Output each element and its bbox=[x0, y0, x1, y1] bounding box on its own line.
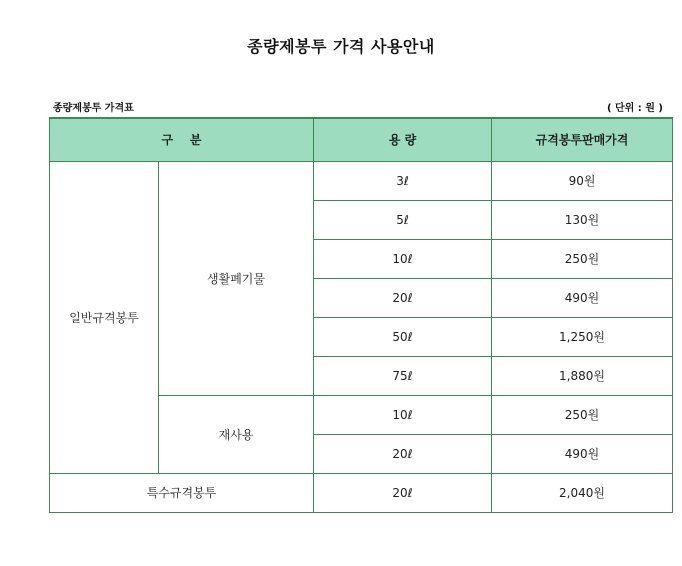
table-header-row bbox=[50, 118, 673, 161]
price-cell: 490원 bbox=[492, 278, 673, 317]
price-cell: 1,250원 bbox=[492, 317, 673, 356]
table-row bbox=[50, 161, 673, 200]
volume-cell: 75ℓ bbox=[314, 356, 492, 395]
volume-cell: 3ℓ bbox=[314, 161, 492, 200]
header-price: 규격봉투판매가격 bbox=[492, 118, 673, 161]
volume-cell: 20ℓ bbox=[314, 434, 492, 473]
household-waste-label: 생활폐기물 bbox=[159, 161, 314, 395]
reuse-label: 재사용 bbox=[159, 395, 314, 473]
volume-cell: 20ℓ bbox=[314, 278, 492, 317]
price-cell: 2,040원 bbox=[492, 473, 673, 512]
table-caption-row bbox=[53, 99, 663, 115]
page-title: 종량제봉투 가격 사용안내 bbox=[247, 37, 435, 56]
general-bag-label: 일반규격봉투 bbox=[50, 161, 159, 473]
price-cell: 1,880원 bbox=[492, 356, 673, 395]
volume-cell: 10ℓ bbox=[314, 395, 492, 434]
price-cell: 250원 bbox=[492, 395, 673, 434]
price-table bbox=[49, 117, 673, 513]
price-cell: 90원 bbox=[492, 161, 673, 200]
table-caption: 종량제봉투 가격표 bbox=[53, 103, 134, 114]
volume-cell: 10ℓ bbox=[314, 239, 492, 278]
volume-cell: 5ℓ bbox=[314, 200, 492, 239]
volume-cell: 20ℓ bbox=[314, 473, 492, 512]
volume-cell: 50ℓ bbox=[314, 317, 492, 356]
header-volume: 용 량 bbox=[314, 118, 492, 161]
header-category: 구 분 bbox=[50, 118, 314, 161]
price-cell: 250원 bbox=[492, 239, 673, 278]
table-row bbox=[50, 473, 673, 512]
special-bag-label: 특수규격봉투 bbox=[50, 473, 314, 512]
unit-label: ( 단위 : 원 ) bbox=[606, 103, 663, 114]
price-cell: 490원 bbox=[492, 434, 673, 473]
price-cell: 130원 bbox=[492, 200, 673, 239]
